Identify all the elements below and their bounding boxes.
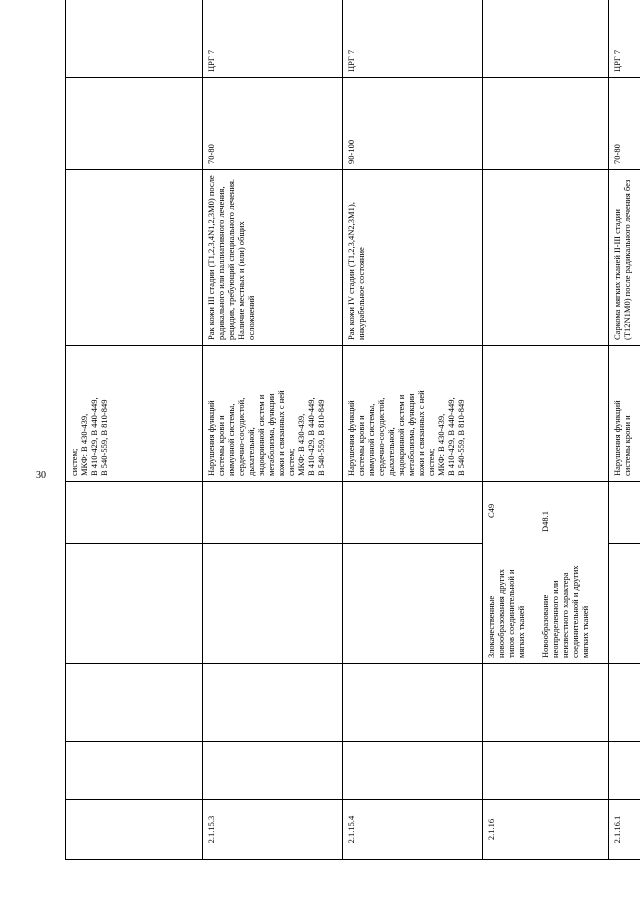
row-3-num: 2.1.16 [483,800,609,860]
row-0-icd [66,482,203,544]
row-1-violations: Нарушения функций системы крови и иммунной системы, сердечно-сосудистой, дыхательной, эндокринной систем и метаболизма, функции кожи и связанных с ней систем; МКФ: В 430-439, В 410-429, В 440-449, В 540-559, В 810-849 [203,346,343,482]
row-1-num: 2.1.15.3 [203,800,343,860]
row-3-col2 [483,742,609,800]
row-4-criteria: Саркома мягких тканей II-III стадии (T12N1M0) после радикального лечения без [609,170,640,346]
table-row-2-1-16-1 [609,0,640,860]
icd-item-c49: Злокачественные новообразования других типов соединительной и мягких тканей C49 [486,503,526,658]
row-3-criteria [483,170,609,346]
row-2-violations: Нарушения функций системы крови и иммунной системы, сердечно-сосудистой, дыхательной, эндокринной систем и метаболизма, функции кожи и связанных с ней систем; МКФ: В 430-439, В 410-429, В 440-449, В 540-559, В 810-849 [343,346,483,482]
row-3-violations [483,346,609,482]
row-4-num: 2.1.16.1 [609,800,640,860]
table-row-2-1-15-3 [203,0,343,860]
icd-item-d48-1: Новообразование неопределенного или неизвестного характера соединительной и других мягких тканей D48.1 [540,510,590,658]
row-1-criteria: Рак кожи III стадии (T1,2,3,4N1,2,3M0) после радикального или паллиативного лечения, рецидив, требующий специального лечения. Наличие местных и (или) общих осложнений [203,170,343,346]
row-0-num [66,800,203,860]
row-1-col3 [203,664,343,742]
row-3-percent [483,78,609,170]
row-2-num: 2.1.15.4 [343,800,483,860]
row-0-col2 [66,742,203,800]
row-0-col3 [66,664,203,742]
table-row-2-1-15-4 [343,0,483,860]
row-4-violations: Нарушения функций системы крови и [609,346,640,482]
row-2-col3 [343,664,483,742]
row-4-org: ЦРГ 7 [609,0,640,78]
row-4-icd [609,482,640,544]
row-1-percent: 70-80 [203,78,343,170]
row-1-org: ЦРГ 7 [203,0,343,78]
row-2-criteria: Рак кожи IV стадии (T1,2,3,4N2,3M1), инкурабельное состояние [343,170,483,346]
table-row-2-1-16 [483,0,609,860]
row-2-percent: 90-100 [343,78,483,170]
row-0-percent [66,78,203,170]
row-4-col3 [609,664,640,742]
row-2-org: ЦРГ 7 [343,0,483,78]
row-4-percent: 70-80 [609,78,640,170]
row-1-col4 [203,544,343,664]
row-4-col2 [609,742,640,800]
rotated-table [65,49,632,860]
disability-criteria-table [65,0,640,860]
row-0-criteria [66,170,203,346]
row-3-org [483,0,609,78]
row-2-icd [343,482,483,544]
row-0-org [66,0,203,78]
row-2-col2 [343,742,483,800]
row-1-icd [203,482,343,544]
page-number: 30 [36,470,46,481]
row-3-icd-group [483,482,609,664]
row-3-col3 [483,664,609,742]
row-0-violations: систем; МКФ: В 430-439, В 410-429, В 440-449, В 540-559, В 810-849 [66,346,203,482]
row-1-col2 [203,742,343,800]
table-row-continued [66,0,203,860]
row-0-col4 [66,544,203,664]
row-4-col4 [609,544,640,664]
row-2-col4 [343,544,483,664]
